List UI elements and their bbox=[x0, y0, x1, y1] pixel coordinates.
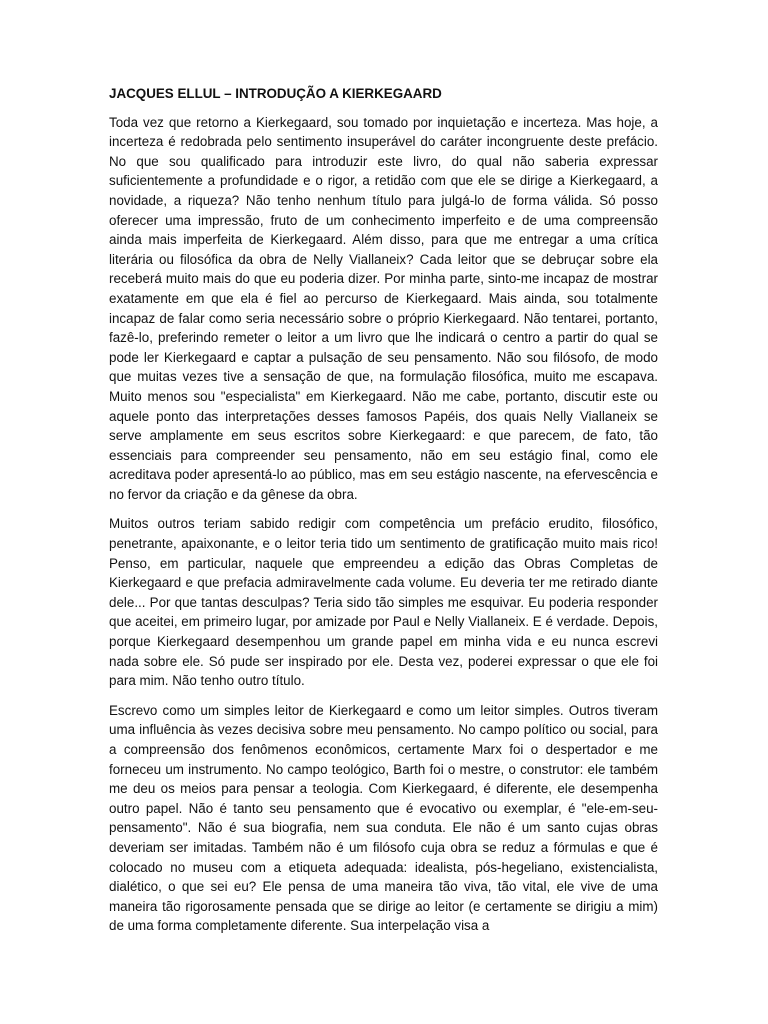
document-page bbox=[109, 84, 658, 946]
document-paragraph: Toda vez que retorno a Kierkegaard, sou tomado por inquietação e incerteza. Mas hoje, a incerteza é redobrada pelo sentimento insuperável do caráter incongruente deste prefácio. No que sou qualificado para introduzir este livro, do qual não saberia expressar suficientemente a profundidade e o rigor, a retidão com que ele se dirige a Kierkegaard, a novidade, a riqueza? Não tenho nenhum título para julgá-lo de forma válida. Só posso oferecer uma impressão, fruto de um conhecimento imperfeito e de uma compreensão ainda mais imperfeita de Kierkegaard. Além disso, para que me entregar a uma crítica literária ou filosófica da obra de Nelly Viallaneix? Cada leitor que se debruçar sobre ela receberá muito mais do que eu poderia dizer. Por minha parte, sinto-me incapaz de mostrar exatamente em que ela é fiel ao percurso de Kierkegaard. Mais ainda, sou totalmente incapaz de falar como seria necessário sobre o próprio Kierkegaard. Não tentarei, portanto, fazê-lo, preferindo remeter o leitor a um livro que lhe indicará o centro a partir do qual se pode ler Kierkegaard e captar a pulsação de seu pensamento. Não sou filósofo, de modo que muitas vezes tive a sensação de que, na formulação filosófica, muito me escapava. Muito menos sou "especialista" em Kierkegaard. Não me cabe, portanto, discutir este ou aquele ponto das interpretações desses famosos Papéis, dos quais Nelly Viallaneix se serve amplamente em seus escritos sobre Kierkegaard: e que parecem, de fato, tão essenciais para compreender seu pensamento, não em seu estágio final, como ele acreditava poder apresentá-lo ao público, mas em seu estágio nascente, na efervescência e no fervor da criação e da gênese da obra. bbox=[109, 114, 658, 502]
document-title: JACQUES ELLUL – INTRODUÇÃO A KIERKEGAARD bbox=[109, 86, 442, 101]
document-paragraph: Muitos outros teriam sabido redigir com competência um prefácio erudito, filosófico, penetrante, apaixonante, e o leitor teria tido um sentimento de gratificação muito mais rico! Penso, em particular, naquele que empreendeu a edição das Obras Completas de Kierkegaard e que prefacia admiravelmente cada volume. Eu deveria ter me retirado diante dele... Por que tantas desculpas? Teria sido tão simples me esquivar. Eu poderia responder que aceitei, em primeiro lugar, por amizade por Paul e Nelly Viallaneix. E é verdade. Depois, porque Kierkegaard desempenhou um grande papel em minha vida e eu nunca escrevi nada sobre ele. Só pude ser inspirado por ele. Desta vez, poderei expressar o que ele foi para mim. Não tenho outro título. bbox=[109, 516, 658, 689]
document-paragraph: Escrevo como um simples leitor de Kierkegaard e como um leitor simples. Outros tiveram uma influência às vezes decisiva sobre meu pensamento. No campo político ou social, para a compreensão dos fenômenos econômicos, certamente Marx foi o despertador e me forneceu um instrumento. No campo teológico, Barth foi o mestre, o construtor: ele também me deu os meios para pensar a teologia. Com Kierkegaard, é diferente, ele desempenha outro papel. Não é tanto seu pensamento que é evocativo ou exemplar, é "ele-em-seu-pensamento". Não é sua biografia, nem sua conduta. Ele não é um santo cujas obras deveriam ser imitadas. Também não é um filósofo cuja obra se reduz a fórmulas e que é colocado no museu com a etiqueta adequada: idealista, pós-hegeliano, existencialista, dialético, o que sei eu? Ele pensa de uma maneira tão viva, tão vital, ele vive de uma maneira tão rigorosamente pensada que se dirige ao leitor (e certamente se dirigiu a mim) de uma forma completamente diferente. Sua interpelação visa a bbox=[109, 702, 658, 934]
